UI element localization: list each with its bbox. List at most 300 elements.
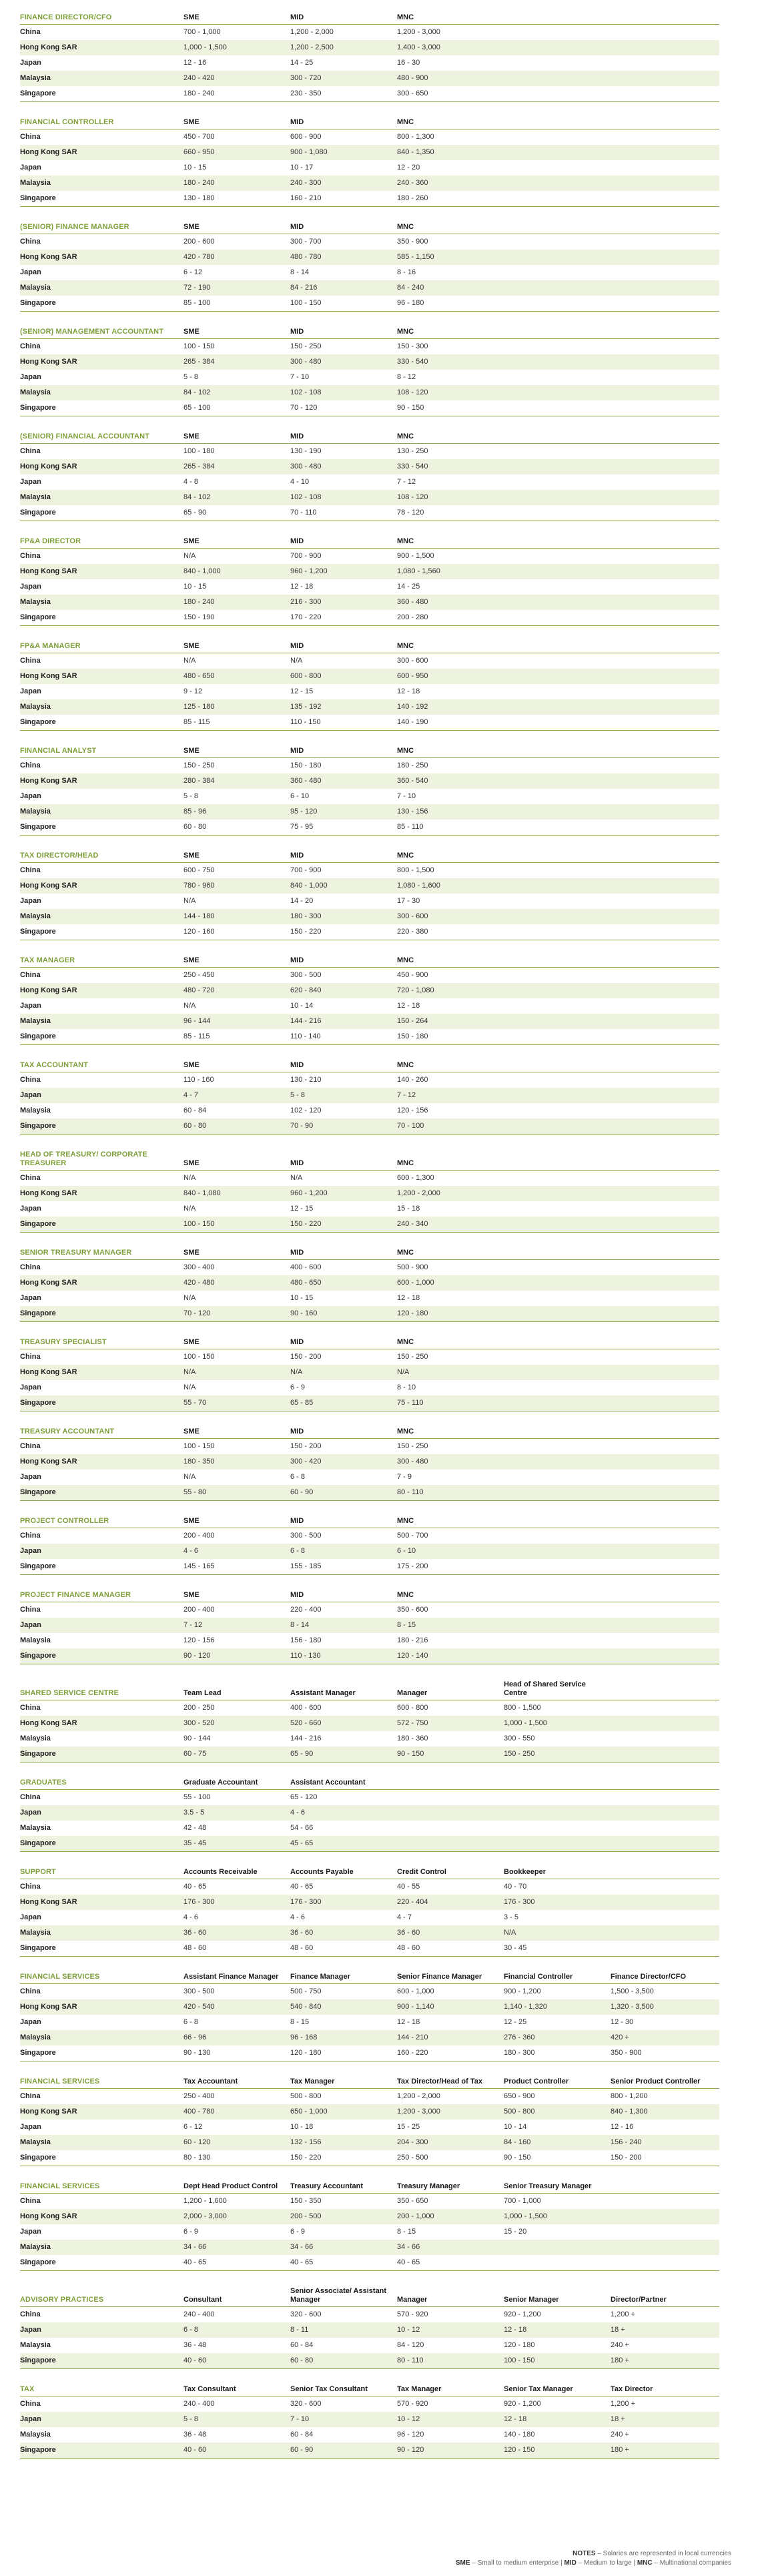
footnote-mnc: MNC (637, 2559, 653, 2567)
table-row (20, 2209, 719, 2224)
table-header-row (20, 1971, 719, 1984)
salary-value: 140 - 190 (397, 718, 428, 726)
salary-value: 8 - 15 (397, 2228, 416, 2236)
salary-table (20, 2286, 719, 2369)
row-label: China (20, 447, 41, 455)
salary-value: 720 - 1,080 (397, 983, 504, 998)
column-header: Finance Director/CFO (611, 1973, 687, 1981)
table-row (20, 2120, 719, 2135)
salary-value: 75 - 110 (397, 1395, 504, 1411)
salary-value: 200 - 500 (290, 2209, 397, 2224)
table-row (20, 1186, 719, 1201)
salary-value: 265 - 384 (183, 459, 290, 474)
salary-value: 12 - 16 (611, 2123, 634, 2131)
salary-value: 500 - 900 (397, 1263, 428, 1271)
table-row (20, 1648, 719, 1664)
table-header-row (20, 326, 719, 339)
salary-value: 8 - 14 (290, 268, 310, 276)
salary-value: 180 - 216 (397, 1636, 428, 1644)
salary-value: 1,200 + (611, 2400, 636, 2408)
table-row (20, 1895, 719, 1910)
table-row (20, 1716, 719, 1731)
salary-value: 14 - 25 (290, 59, 314, 67)
salary-value: 10 - 15 (290, 1294, 314, 1302)
salary-value: 300 - 700 (290, 238, 322, 246)
table-header-row (20, 1590, 719, 1602)
salary-value: 17 - 30 (397, 897, 420, 905)
salary-value: 34 - 66 (290, 2240, 397, 2255)
salary-value: 200 - 280 (397, 613, 428, 621)
column-header: Treasury Manager (397, 2182, 460, 2190)
row-label: Japan (20, 268, 41, 276)
table-row (20, 758, 719, 774)
table-row (20, 339, 719, 355)
table-row (20, 684, 719, 699)
row-label: Singapore (20, 89, 56, 97)
table-row (20, 1275, 719, 1291)
salary-value: 60 - 84 (290, 2341, 314, 2349)
table-row (20, 1618, 719, 1633)
salary-value: 240 - 400 (183, 2400, 215, 2408)
salary-value: 150 - 190 (183, 613, 215, 621)
salary-value: 84 - 160 (504, 2135, 611, 2150)
salary-value: 180 - 240 (183, 595, 290, 610)
footnote-sme-text: – Small to medium enterprise (472, 2559, 559, 2567)
column-header: Tax Director/Head of Tax (397, 2077, 482, 2085)
table-row (20, 280, 719, 296)
salary-value: 1,320 - 3,500 (611, 1999, 717, 2015)
table-row (20, 1941, 719, 1957)
table-row (20, 1454, 719, 1470)
salary-value: 60 - 75 (183, 1746, 290, 1762)
salary-value: 130 - 250 (397, 447, 428, 455)
salary-value: 450 - 900 (397, 971, 428, 979)
column-header: Financial Controller (504, 1973, 573, 1981)
row-label: China (20, 2092, 41, 2100)
salary-value: 180 - 260 (397, 194, 428, 202)
salary-value: 300 - 550 (504, 1734, 535, 1742)
salary-value: 60 - 80 (290, 2353, 397, 2369)
row-label: Malaysia (20, 71, 183, 86)
salary-value: 85 - 115 (183, 1032, 210, 1040)
salary-value: 90 - 150 (504, 2154, 531, 2162)
salary-grid (20, 955, 719, 1045)
salary-value: 120 - 180 (397, 1306, 504, 1322)
row-label: Malaysia (20, 1824, 51, 1832)
table-row (20, 878, 719, 894)
row-label: Malaysia (20, 909, 183, 924)
salary-value: 240 - 400 (183, 2310, 215, 2318)
table-title: FINANCIAL SERVICES (20, 2077, 100, 2085)
salary-value: 150 - 350 (290, 2197, 322, 2205)
row-label: Hong Kong SAR (20, 1454, 183, 1470)
salary-value: 102 - 120 (290, 1106, 322, 1114)
salary-value: 10 - 12 (397, 2322, 504, 2338)
row-label: Japan (20, 792, 41, 800)
column-header: MID (290, 642, 304, 650)
salary-value: 7 - 10 (290, 373, 310, 381)
salary-grid (20, 2384, 719, 2459)
table-row (20, 1999, 719, 2015)
salary-value: 800 - 1,500 (504, 1704, 541, 1712)
column-header: MNC (397, 432, 414, 440)
salary-value: 300 - 480 (290, 354, 397, 370)
table-row (20, 2045, 719, 2061)
row-label: Japan (20, 897, 41, 905)
table-title: FP&A MANAGER (20, 642, 81, 650)
salary-grid (20, 1516, 719, 1575)
salary-value: 204 - 300 (397, 2135, 504, 2150)
salary-table (20, 2181, 719, 2271)
row-label: Malaysia (20, 2341, 51, 2349)
salary-value: 36 - 60 (183, 1925, 290, 1941)
row-label: Japan (20, 2018, 41, 2026)
row-label: Japan (20, 1618, 183, 1633)
salary-value: 840 - 1,350 (397, 145, 504, 160)
salary-value: 620 - 840 (290, 983, 397, 998)
table-row (20, 1088, 719, 1103)
salary-value: 450 - 700 (183, 133, 215, 141)
column-header: Senior Finance Manager (397, 1973, 482, 1981)
table-title: (SENIOR) FINANCE MANAGER (20, 223, 129, 231)
row-label: Malaysia (20, 2030, 183, 2045)
salary-value: 220 - 400 (290, 1606, 322, 1614)
salary-value: 150 - 180 (397, 1032, 428, 1040)
salary-value: 34 - 66 (183, 2240, 290, 2255)
salary-value: 276 - 360 (504, 2030, 611, 2045)
row-label: Singapore (20, 1395, 183, 1411)
salary-value: 480 - 780 (290, 250, 397, 265)
salary-value: 70 - 120 (183, 1306, 290, 1322)
table-row (20, 1291, 719, 1306)
row-label: China (20, 866, 41, 874)
salary-value: 36 - 48 (183, 2431, 207, 2439)
salary-value: 180 - 300 (504, 2049, 535, 2057)
salary-value: 65 - 90 (290, 1746, 397, 1762)
salary-value: 108 - 120 (397, 385, 504, 400)
salary-value: 540 - 840 (290, 1999, 397, 2015)
row-label: Malaysia (20, 1636, 51, 1644)
salary-value: 1,200 - 1,600 (183, 2197, 227, 2205)
salary-value: 7 - 10 (397, 792, 416, 800)
row-label: Malaysia (20, 804, 183, 820)
row-label: Singapore (20, 509, 56, 517)
table-row (20, 1470, 719, 1485)
salary-value: 4 - 6 (183, 1913, 199, 1921)
column-header: Treasury Accountant (290, 2182, 364, 2190)
row-label: China (20, 657, 41, 665)
salary-value: 280 - 384 (183, 773, 290, 789)
salary-value: 48 - 60 (397, 1944, 420, 1952)
salary-value: 120 - 160 (183, 928, 215, 936)
column-header: MID (290, 852, 304, 860)
salary-value: 300 - 500 (290, 1532, 322, 1540)
salary-value: 110 - 150 (290, 718, 321, 726)
salary-value: 60 - 80 (183, 1118, 290, 1135)
salary-table (20, 1426, 719, 1501)
table-title: HEAD OF TREASURY/ CORPORATE TREASURER (20, 1151, 147, 1167)
salary-value: 176 - 300 (290, 1895, 397, 1910)
salary-value: 4 - 10 (290, 478, 310, 486)
salary-value: 85 - 96 (183, 804, 290, 820)
table-row (20, 160, 719, 176)
row-label: China (20, 1532, 41, 1540)
salary-value: 170 - 220 (290, 613, 322, 621)
table-row (20, 669, 719, 684)
salary-grid (20, 1060, 719, 1135)
salary-value: 40 - 65 (397, 2258, 420, 2266)
row-label: Singapore (20, 404, 56, 412)
salary-value: 5 - 8 (183, 373, 199, 381)
salary-value: 84 - 120 (397, 2341, 424, 2349)
salary-value: 176 - 300 (504, 1895, 611, 1910)
salary-value: 800 - 1,200 (611, 2092, 648, 2100)
table-title: SHARED SERVICE CENTRE (20, 1689, 119, 1697)
salary-value: 156 - 180 (290, 1636, 322, 1644)
salary-value: 42 - 48 (183, 1824, 207, 1832)
row-label: Malaysia (20, 2431, 51, 2439)
column-header: MID (290, 1159, 304, 1167)
table-title: TAX ACCOUNTANT (20, 1061, 89, 1069)
table-row (20, 1559, 719, 1575)
salary-value: N/A (504, 1925, 611, 1941)
row-label: Hong Kong SAR (20, 1275, 183, 1291)
table-row (20, 2443, 719, 2459)
salary-value: 55 - 100 (183, 1793, 211, 1801)
column-header: Finance Manager (290, 1973, 350, 1981)
salary-value: 10 - 12 (397, 2412, 504, 2427)
footnote-mnc-text: – Multinational companies (654, 2559, 731, 2567)
row-label: Malaysia (20, 1925, 183, 1941)
row-label: Singapore (20, 1944, 56, 1952)
table-row (20, 2150, 719, 2166)
salary-table (20, 222, 719, 312)
table-row (20, 1072, 719, 1088)
salary-value: 9 - 12 (183, 687, 203, 695)
salary-value: 130 - 210 (290, 1076, 322, 1084)
column-header: SME (183, 13, 200, 21)
table-row (20, 789, 719, 804)
salary-value: 130 - 190 (290, 447, 322, 455)
salary-value: 300 - 400 (183, 1263, 215, 1271)
salary-value: 250 - 450 (183, 971, 215, 979)
salary-value: 900 - 1,080 (290, 145, 397, 160)
table-title: FP&A DIRECTOR (20, 537, 81, 545)
row-label: Hong Kong SAR (20, 773, 183, 789)
salary-value: 300 - 500 (290, 971, 322, 979)
table-row (20, 1103, 719, 1118)
salary-value: 700 - 900 (290, 866, 322, 874)
row-label: Singapore (20, 928, 56, 936)
salary-value: 360 - 480 (290, 773, 397, 789)
salary-value: 600 - 800 (397, 1704, 428, 1712)
salary-value: 150 - 220 (290, 1217, 397, 1233)
salary-value: 65 - 100 (183, 404, 211, 412)
table-row (20, 863, 719, 879)
salary-value: 72 - 190 (183, 280, 290, 296)
salary-grid (20, 2286, 719, 2369)
column-header: MID (290, 223, 304, 231)
salary-table (20, 641, 719, 731)
salary-value: 150 - 250 (290, 342, 322, 350)
salary-value: 120 - 150 (504, 2443, 611, 2459)
table-row (20, 924, 719, 940)
salary-value: 140 - 192 (397, 699, 504, 715)
salary-value: 420 - 480 (183, 1275, 290, 1291)
salary-value (504, 2255, 611, 2271)
footnote-sme: SME (455, 2559, 470, 2567)
table-row (20, 1380, 719, 1395)
salary-value: 500 - 800 (504, 2104, 611, 2120)
table-title: FINANCIAL SERVICES (20, 1973, 100, 1981)
salary-value: 300 - 600 (397, 909, 504, 924)
column-header: MNC (397, 1159, 414, 1167)
salary-value: 80 - 130 (183, 2154, 211, 2162)
table-row (20, 1118, 719, 1135)
salary-table (20, 1337, 719, 1411)
column-header: MID (290, 1061, 304, 1069)
salary-value: 800 - 1,500 (397, 866, 434, 874)
row-label: Japan (20, 373, 41, 381)
salary-value: 840 - 1,300 (611, 2104, 717, 2120)
salary-value: 400 - 600 (290, 1704, 322, 1712)
table-header-row (20, 2181, 719, 2194)
salary-value: 102 - 108 (290, 385, 397, 400)
salary-value: 3.5 - 5 (183, 1805, 290, 1821)
salary-value: 330 - 540 (397, 354, 504, 370)
column-header: MNC (397, 328, 414, 336)
salary-grid (20, 1426, 719, 1501)
salary-value: 585 - 1,150 (397, 250, 504, 265)
row-label: Malaysia (20, 176, 183, 191)
salary-value: N/A (183, 1294, 196, 1302)
salary-value: 8 - 11 (290, 2322, 397, 2338)
salary-value: 420 - 780 (183, 250, 290, 265)
column-header: MID (290, 1427, 304, 1435)
column-header: Manager (397, 2296, 428, 2304)
row-label: Japan (20, 59, 41, 67)
column-header: MNC (397, 537, 414, 545)
salary-value: 60 - 120 (183, 2135, 290, 2150)
table-row (20, 86, 719, 102)
salary-value: 1,200 + (611, 2310, 636, 2318)
row-label: Hong Kong SAR (20, 354, 183, 370)
footnote-line-1 (456, 2549, 731, 2559)
salary-value: 40 - 60 (183, 2353, 290, 2369)
salary-value: 240 - 340 (397, 1217, 504, 1233)
salary-value: 150 - 250 (183, 761, 215, 769)
column-header: MNC (397, 1427, 414, 1435)
column-header: Tax Accountant (183, 2077, 238, 2085)
footnote-mid-text: – Medium to large (578, 2559, 632, 2567)
column-header: SME (183, 537, 200, 545)
salary-value: 60 - 90 (290, 2443, 397, 2459)
salary-value: 100 - 180 (183, 447, 215, 455)
salary-grid (20, 12, 719, 102)
row-label: China (20, 133, 41, 141)
table-row (20, 1805, 719, 1821)
row-label: China (20, 2197, 41, 2205)
salary-value: 6 - 10 (290, 792, 310, 800)
salary-value: 15 - 20 (504, 2228, 527, 2236)
table-row (20, 2255, 719, 2271)
salary-value: 4 - 7 (183, 1088, 290, 1103)
table-title: FINANCIAL CONTROLLER (20, 118, 114, 126)
column-header: SME (183, 1338, 200, 1346)
salary-value: 300 - 480 (397, 1454, 504, 1470)
column-header: Senior Treasury Manager (504, 2182, 592, 2190)
row-label: Singapore (20, 1562, 56, 1570)
salary-value: 125 - 180 (183, 699, 290, 715)
row-label: China (20, 1704, 41, 1712)
salary-value: N/A (183, 657, 196, 665)
salary-value: 12 - 18 (504, 2412, 611, 2427)
table-header-row (20, 222, 719, 234)
table-row (20, 505, 719, 521)
row-label: Malaysia (20, 490, 183, 505)
row-label: Singapore (20, 194, 56, 202)
salary-value: 180 - 240 (183, 176, 290, 191)
salary-value: 12 - 18 (504, 2322, 611, 2338)
salary-value: 144 - 180 (183, 909, 290, 924)
row-label: China (20, 1442, 41, 1450)
table-row (20, 129, 719, 145)
salary-value: 10 - 14 (290, 1002, 314, 1010)
salary-table (20, 1060, 719, 1135)
row-label: Japan (20, 1805, 183, 1821)
salary-value: 600 - 1,000 (397, 1275, 504, 1291)
column-header: SME (183, 1249, 200, 1257)
salary-value: 200 - 400 (183, 1532, 215, 1540)
salary-value: 12 - 15 (290, 687, 314, 695)
column-header: Tax Director (611, 2385, 653, 2393)
salary-value: 350 - 650 (397, 2197, 428, 2205)
salary-value: 320 - 600 (290, 2310, 322, 2318)
salary-value: 60 - 84 (183, 1106, 207, 1114)
salary-value: 500 - 750 (290, 1987, 322, 1995)
column-header: MNC (397, 1517, 414, 1525)
salary-value: 600 - 1,000 (397, 1987, 434, 1995)
table-row (20, 265, 719, 280)
salary-value: 7 - 12 (397, 1088, 504, 1103)
table-row (20, 1821, 719, 1836)
table-title: TAX MANAGER (20, 956, 75, 964)
table-header-row (20, 745, 719, 758)
salary-value: 48 - 60 (183, 1944, 207, 1952)
salary-value: 660 - 950 (183, 145, 290, 160)
row-label: Singapore (20, 2154, 56, 2162)
salary-value: 15 - 18 (397, 1205, 420, 1213)
row-label: Japan (20, 1294, 41, 1302)
salary-value: 150 - 180 (290, 761, 322, 769)
salary-grid (20, 1149, 719, 1233)
salary-value: 180 - 250 (397, 761, 428, 769)
table-row (20, 998, 719, 1014)
row-label: Singapore (20, 1306, 183, 1322)
row-label: China (20, 2400, 41, 2408)
table-row (20, 2194, 719, 2210)
salary-table (20, 745, 719, 836)
table-row (20, 894, 719, 909)
table-header-row (20, 431, 719, 444)
table-header-row (20, 1060, 719, 1072)
column-header: MID (290, 956, 304, 964)
salary-value: 120 - 180 (504, 2341, 535, 2349)
column-header: Tax Consultant (183, 2385, 236, 2393)
salary-value: 650 - 1,000 (290, 2104, 397, 2120)
salary-value: 12 - 18 (397, 1294, 420, 1302)
table-row (20, 1260, 719, 1276)
